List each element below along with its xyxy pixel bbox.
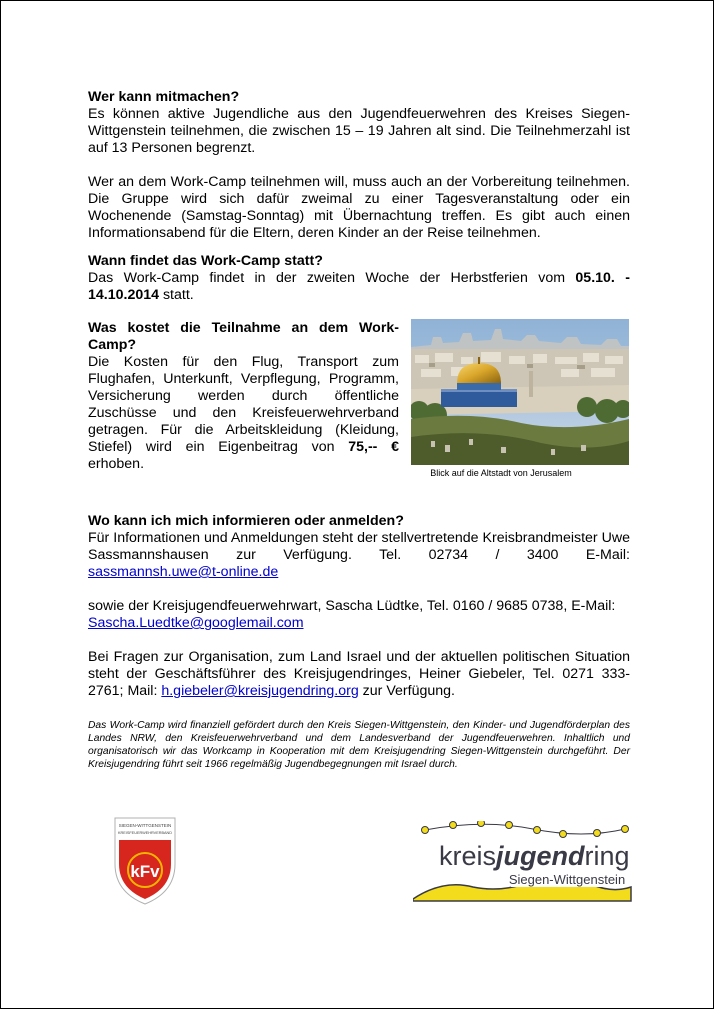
cost-text-pre: Die Kosten für den Flug, Transport zum Flughafen, Unterkunft, Verpflegung, Programm, Versicherung werden durch öffentliche Zuschüsse und den Kreisfeuerwehrverband getragen. Für die Arbeitskleidung (Kleidung, Stiefel) wird ein Eigenbeitrag von	[88, 354, 399, 455]
heading-participation: Wer kann mitmachen?	[88, 89, 240, 105]
date-text	[88, 270, 630, 304]
contact-text-1: Für Informationen und Anmeldungen steht der stellvertretende Kreisbrandmeister Uwe Sassmannshausen zur Verfügung. Tel. 02734 / 3400 E-Mail:	[88, 530, 630, 563]
section-participation	[88, 89, 630, 242]
preparation-text: Wer an dem Work-Camp teilnehmen will, muss auch an der Vorbereitung teilnehmen. Die Gruppe wird sich dafür zweimal zu einer Tagesveranstaltung oder ein Wochenende (Samstag-Sonntag) mit Übernachtung treffen. Es gibt auch einen Informationsabend für die Eltern, deren Kinder an der Reise teilnehmen.	[88, 174, 630, 241]
heading-cost: Was kostet die Teilnahme an dem Work-Camp?	[88, 320, 399, 353]
heading-contact: Wo kann ich mich informieren oder anmelden?	[88, 513, 404, 529]
svg-text:Siegen-Wittgenstein: Siegen-Wittgenstein	[508, 872, 626, 887]
svg-text:kreisjugendring: kreisjugendring	[439, 841, 630, 871]
kreisjugendring-logo-icon	[413, 821, 635, 903]
svg-text:SIEGEN-WITTGENSTEIN: SIEGEN-WITTGENSTEIN	[118, 823, 172, 828]
funding-note	[88, 719, 630, 771]
contact-email-line-2	[88, 615, 630, 632]
cost-text-post: erhoben.	[88, 456, 145, 472]
heading-date: Wann findet das Work-Camp statt?	[88, 253, 323, 269]
cost-text	[88, 354, 399, 473]
date-to: 14.10.2014	[88, 287, 160, 303]
section-contact	[88, 513, 630, 700]
email-link-giebeler[interactable]: h.giebeler@kreisjugendring.org	[161, 683, 359, 699]
jerusalem-illustration	[411, 319, 629, 465]
kreisjugendring-logo	[413, 821, 635, 903]
contact-text-3-pre: Bei Fragen zur Organisation, zum Land Israel und der aktuellen politischen Situation steht der Geschäftsführer des Kreisjugendringes, Heiner Giebeler, Tel. 0271 333-2761; Mail:	[88, 649, 630, 699]
cost-amount: 75,-- €	[348, 439, 399, 455]
email-link-sassmannshausen[interactable]: sassmannsh.uwe@t-online.de	[88, 564, 279, 580]
date-text-pre: Das Work-Camp findet in der zweiten Woche der Herbstferien vom	[88, 270, 576, 286]
contact-text-2: sowie der Kreisjugendfeuerwehrwart, Sascha Lüdtke, Tel. 0160 / 9685 0738, E-Mail:	[88, 598, 616, 614]
kfv-logo	[113, 814, 177, 906]
section-cost	[88, 320, 399, 473]
email-link-luedtke[interactable]: Sascha.Luedtke@googlemail.com	[88, 615, 304, 631]
contact-text-3	[88, 649, 630, 700]
jerusalem-photo	[411, 319, 629, 465]
contact-email-line-1	[88, 564, 630, 581]
date-from: 05.10. -	[575, 270, 630, 286]
svg-text:KREISFEUERWEHRVERBAND: KREISFEUERWEHRVERBAND	[117, 831, 173, 835]
participation-text: Es können aktive Jugendliche aus den Jugendfeuerwehren des Kreises Siegen-Wittgenstein teilnehmen, die zwischen 15 – 19 Jahren alt sind. Die Teilnehmerzahl ist auf 13 Personen begrenzt.	[88, 106, 630, 156]
contact-text-3-post: zur Verfügung.	[358, 683, 455, 699]
funding-note-text: Das Work-Camp wird finanziell gefördert durch den Kreis Siegen-Wittgenstein, den Kinder- und Jugendförderplan des Landes NRW, den Kreisfeuerwehrverband und dem Landesverband der Jugendfeuerwehren. Inhaltlich und organisatorisch wir das Workcamp in Kooperation mit dem Kreisjugendring Siegen-Wittgenstein durchgeführt. Der Kreisjugendring führt seit 1966 regelmäßig Jugendbegegnungen mit Israel durch.	[88, 720, 630, 770]
svg-text:kFv: kFv	[130, 862, 160, 881]
date-text-post: statt.	[159, 287, 194, 303]
section-date	[88, 253, 630, 304]
kfv-shield-icon	[113, 814, 177, 906]
photo-caption: Blick auf die Altstadt von Jerusalem	[430, 468, 572, 478]
